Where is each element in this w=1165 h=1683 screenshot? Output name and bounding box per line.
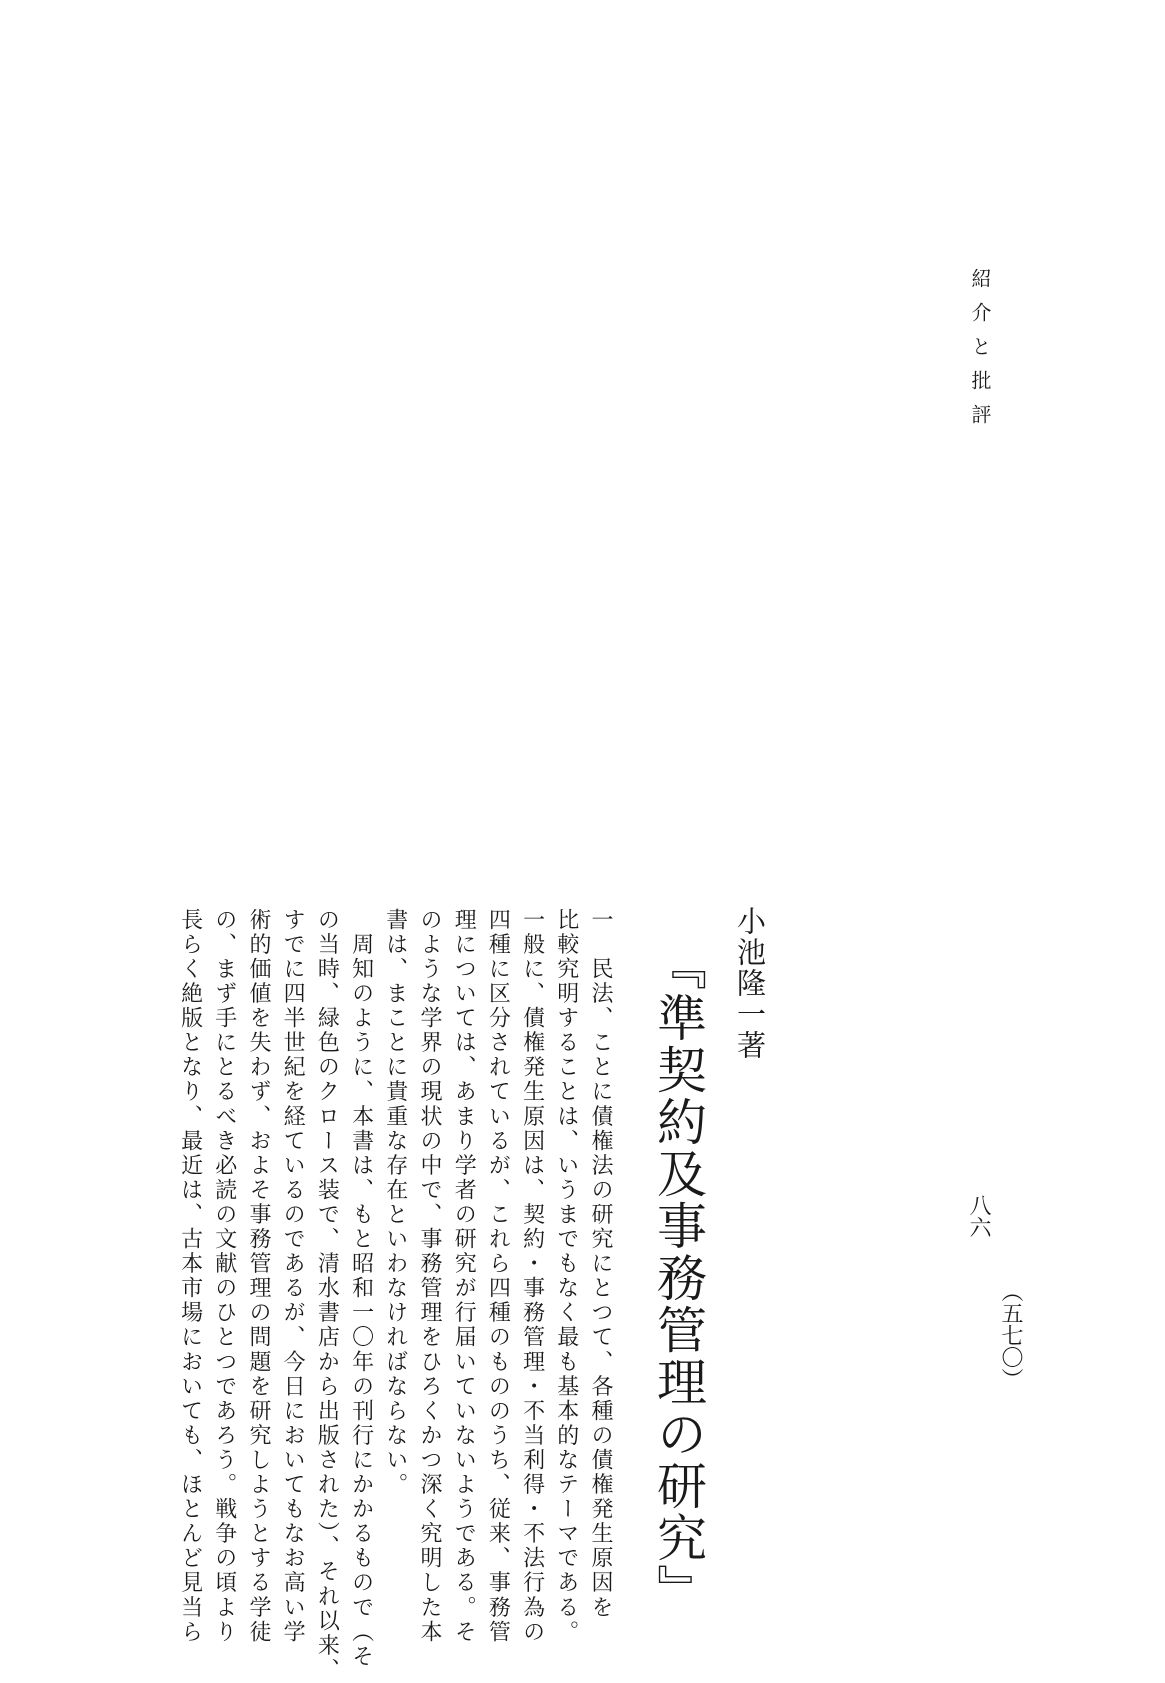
body-line: 一般に、債権発生原因は、契約・事務管理・不当利得・不法行為の <box>519 908 545 1645</box>
running-head: 紹介と批評 <box>968 268 992 438</box>
book-title: 『準契約及事務管理の研究』 <box>649 940 707 1616</box>
body-line: 周知のように、本書は、もと昭和一〇年の刊行にかかるもので（そ <box>348 908 374 1670</box>
author-line: 小池隆一著 <box>733 906 767 1061</box>
body-line: 術的価値を失わず、およそ事務管理の問題を研究しようとする学徒 <box>245 908 271 1645</box>
article-body <box>172 908 617 1683</box>
body-line: 比較究明することは、いうまでもなく最も基本的なテーマである。 <box>553 908 579 1645</box>
page-number: 八六 <box>966 1194 991 1238</box>
body-line: の当時、緑色のクロース装で、清水書店から出版された）、それ以来、 <box>314 908 340 1683</box>
body-line: 長らく絶版となり、最近は、古本市場においても、ほとんど見当ら <box>177 908 203 1645</box>
body-line: 一 民法、ことに債権法の研究にとつて、各種の債権発生原因を <box>588 908 613 1620</box>
body-line: 四種に区分されているが、これら四種のもののうち、従来、事務管 <box>485 908 511 1645</box>
body-line: 書は、まことに貴重な存在といわなければならない。 <box>382 908 408 1498</box>
page-number-paren: （五七〇） <box>998 1280 1023 1390</box>
body-line: のような学界の現状の中で、事務管理をひろくかつ深く究明した本 <box>416 908 442 1645</box>
body-line: 理については、あまり学者の研究が行届いていないようである。そ <box>451 908 477 1645</box>
body-line: の、まず手にとるべき必読の文献のひとつであろう。戦争の頃より <box>211 908 237 1645</box>
body-line: すでに四半世紀を経ているのであるが、今日においてもなお高い学 <box>280 908 306 1645</box>
